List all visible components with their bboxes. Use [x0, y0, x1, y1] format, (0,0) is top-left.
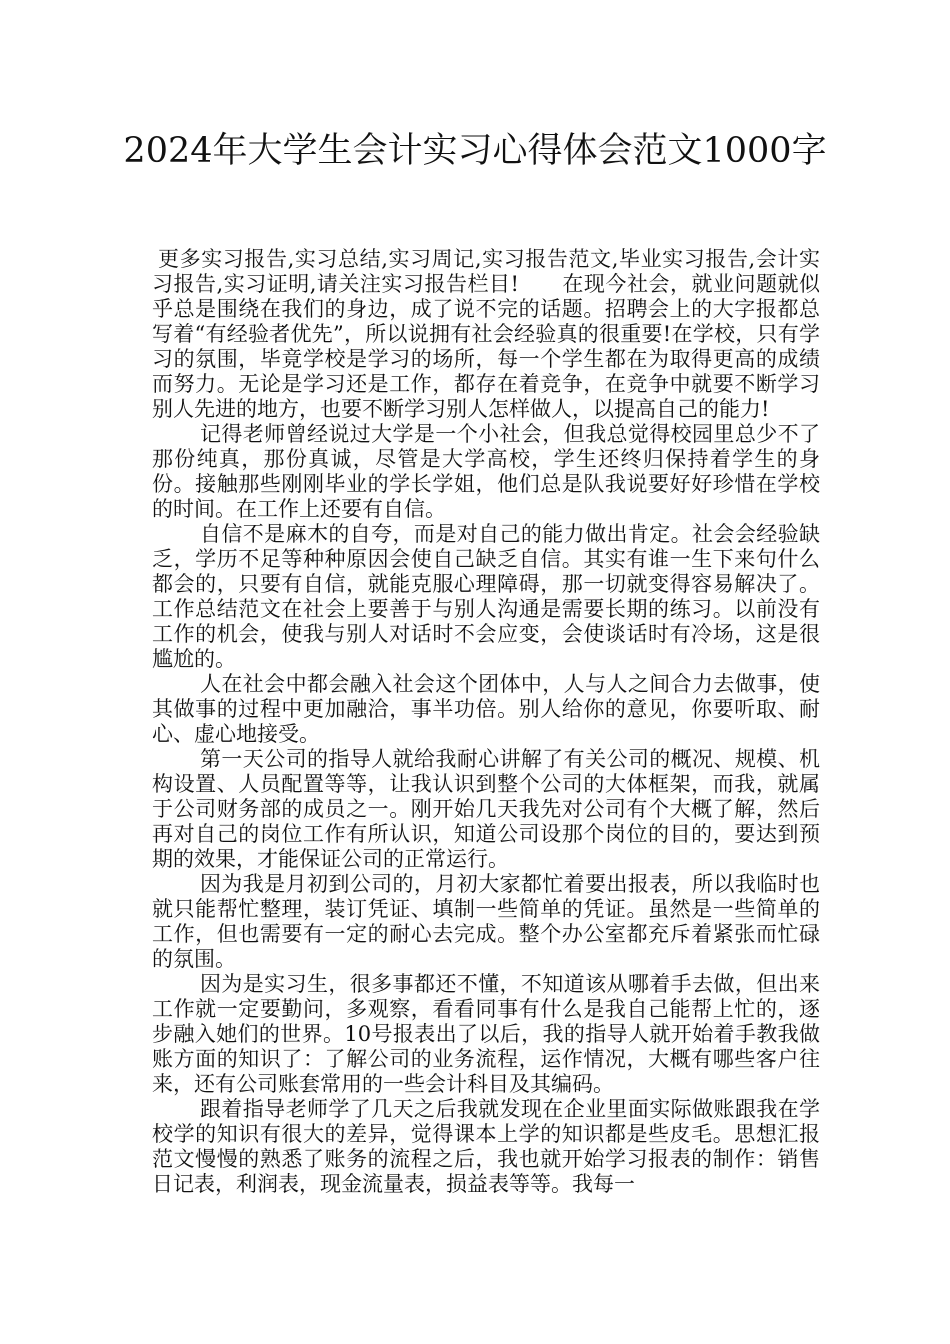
document-body	[152, 247, 820, 1197]
paragraph-6: 因为我是月初到公司的，月初大家都忙着要出报表，所以我临时也就只能帮忙整理，装订凭证、填制一些简单的凭证。虽然是一些简单的工作，但也需要有一定的耐心去完成。整个办公室都充斥着紧张而忙碌的氛围。	[152, 872, 820, 971]
paragraph-8: 跟着指导老师学了几天之后我就发现在企业里面实际做账跟我在学校学的知识有很大的差异，觉得课本上学的知识都是些皮毛。思想汇报范文慢慢的熟悉了账务的流程之后，我也就开始学习报表的制作：销售日记表，利润表，现金流量表，损益表等等。我每一	[152, 1097, 820, 1196]
document-title: 2024年大学生会计实习心得体会范文1000字	[123, 131, 827, 171]
paragraph-3: 自信不是麻木的自夸，而是对自己的能力做出肯定。社会会经验缺乏，学历不足等种种原因会使自己缺乏自信。其实有谁一生下来句什么都会的，只要有自信，就能克服心理障碍，那一切就变得容易解决了。工作总结范文在社会上要善于与别人沟通是需要长期的练习。以前没有工作的机会，使我与别人对话时不会应变，会使谈话时有冷场，这是很尴尬的。	[152, 522, 820, 671]
paragraph-1: 更多实习报告,实习总结,实习周记,实习报告范文,毕业实习报告,会计实习报告,实习证明,请关注实习报告栏目! 在现今社会，就业问题就似乎总是围绕在我们的身边，成了说不完的话题。招聘会上的大字报都总写着“有经验者优先”，所以说拥有社会经验真的很重要!在学校，只有学习的氛围，毕竟学校是学习的场所，每一个学生都在为取得更高的成绩而努力。无论是学习还是工作，都存在着竞争，在竞争中就要不断学习别人先进的地方，也要不断学习别人怎样做人，以提高自己的能力!	[152, 247, 820, 421]
paragraph-4: 人在社会中都会融入社会这个团体中，人与人之间合力去做事，使其做事的过程中更加融洽，事半功倍。别人给你的意见，你要听取、耐心、虚心地接受。	[152, 672, 820, 746]
paragraph-2: 记得老师曾经说过大学是一个小社会，但我总觉得校园里总少不了那份纯真，那份真诚，尽管是大学高校，学生还终归保持着学生的身份。接触那些刚刚毕业的学长学姐，他们总是队我说要好好珍惜在学校的时间。在工作上还要有自信。	[152, 422, 820, 521]
paragraph-7: 因为是实习生，很多事都还不懂，不知道该从哪着手去做，但出来工作就一定要勤问，多观察，看看同事有什么是我自己能帮上忙的，逐步融入她们的世界。10号报表出了以后，我的指导人就开始着手教我做账方面的知识了：了解公司的业务流程，运作情况，大概有哪些客户往来，还有公司账套常用的一些会计科目及其编码。	[152, 972, 820, 1096]
paragraph-5: 第一天公司的指导人就给我耐心讲解了有关公司的概况、规模、机构设置、人员配置等等，让我认识到整个公司的大体框架，而我，就属于公司财务部的成员之一。刚开始几天我先对公司有个大概了解，然后再对自己的岗位工作有所认识，知道公司设那个岗位的目的，要达到预期的效果，才能保证公司的正常运行。	[152, 747, 820, 871]
